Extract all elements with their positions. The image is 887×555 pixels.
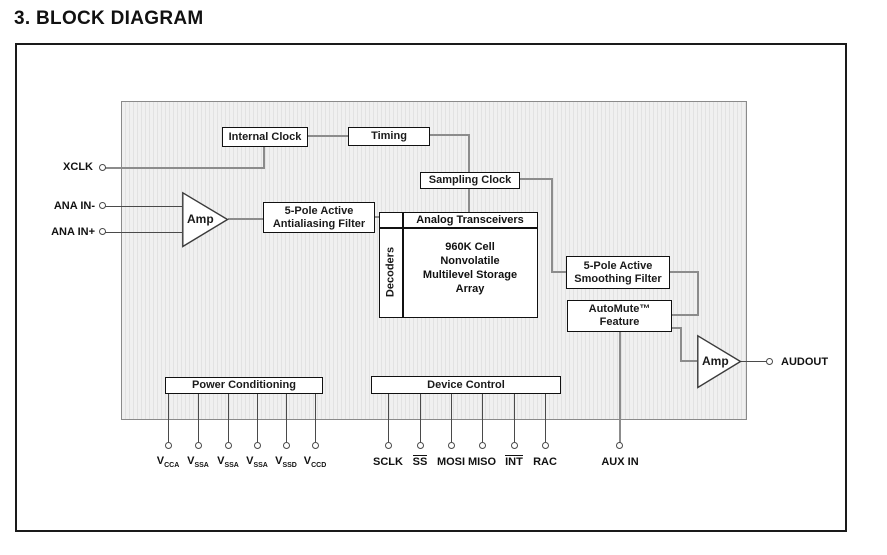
internal-clock-block [222, 127, 308, 147]
wire-internalclock-timing [308, 135, 348, 137]
device-control-block [371, 376, 561, 394]
wire-pin-vssa1 [198, 394, 199, 442]
smoothing-filter-line1: 5-Pole Active [583, 259, 653, 272]
wire-pin-rac [545, 394, 546, 442]
vssa2-terminal [225, 442, 232, 449]
wire-samplingclock-smoothing-v [551, 178, 553, 273]
decoders-label: Decoders [384, 246, 397, 298]
device-control-label: Device Control [427, 378, 505, 391]
wire-pin-vssa3 [257, 394, 258, 442]
internal-clock-label: Internal Clock [228, 130, 302, 143]
storage-block-horizontal-divider [379, 227, 538, 229]
xclk-label: XCLK [63, 161, 93, 173]
power-conditioning-block [165, 377, 323, 394]
ana-in-minus-label: ANA IN- [53, 200, 95, 212]
storage-array-line3: Multilevel Storage [422, 269, 518, 281]
input-amp-label: Amp [187, 212, 214, 226]
wire-pin-int [514, 394, 515, 442]
vccd-terminal [312, 442, 319, 449]
analog-transceivers-label: Analog Transceivers [416, 214, 524, 226]
wire-timing-samplingclock-h [430, 134, 470, 136]
miso-terminal [479, 442, 486, 449]
output-amp-label: Amp [702, 354, 729, 368]
storage-array-label [404, 240, 536, 296]
xclk-terminal [99, 164, 106, 171]
antialiasing-filter-line1: 5-Pole Active [284, 204, 354, 217]
storage-array-line2: Nonvolatile [440, 255, 500, 267]
wire-pin-vccd [315, 394, 316, 442]
wire-smoothing-automute-h [672, 314, 699, 316]
mosi-terminal [448, 442, 455, 449]
sclk-terminal [385, 442, 392, 449]
vssa1-terminal [195, 442, 202, 449]
vssd-terminal [283, 442, 290, 449]
timing-block [348, 127, 430, 146]
page-title: 3. BLOCK DIAGRAM [14, 8, 204, 29]
vssa3-label: $V_{SSA}$ [246, 455, 268, 470]
vcca-terminal [165, 442, 172, 449]
audout-terminal [766, 358, 773, 365]
rac-label: RAC [533, 456, 557, 468]
vcca-label: $V_{CCA}$ [156, 455, 180, 470]
wire-smoothing-automute-v [697, 271, 699, 316]
vssd-label: $V_{SSD}$ [275, 455, 297, 470]
wire-amp2-audout [740, 361, 767, 362]
wire-ana-in-plus [105, 232, 182, 233]
wire-xclk-vertical [263, 147, 265, 169]
mosi-label: MOSI [436, 456, 466, 468]
storage-array-line1: 960K Cell [445, 241, 495, 253]
miso-label: MISO [467, 456, 497, 468]
wire-auxin-vertical [619, 332, 621, 443]
ana-in-minus-terminal [99, 202, 106, 209]
automute-block [567, 300, 672, 332]
sclk-label: SCLK [373, 456, 403, 468]
sampling-clock-block [420, 172, 520, 189]
wire-xclk-horizontal [104, 167, 265, 169]
vssa1-label: $V_{SSA}$ [187, 455, 209, 470]
aux-in-label: AUX IN [601, 456, 639, 468]
ana-in-plus-terminal [99, 228, 106, 235]
timing-label: Timing [371, 130, 407, 142]
wire-pin-sclk [388, 394, 389, 442]
storage-array-line4: Array [455, 283, 485, 295]
ss-terminal [417, 442, 424, 449]
wire-samplingclock-smoothing-h2 [551, 271, 566, 273]
vccd-label: $V_{CCD}$ [303, 455, 327, 470]
wire-pin-ss [420, 394, 421, 442]
sampling-clock-label: Sampling Clock [428, 174, 512, 186]
wire-pin-vssd [286, 394, 287, 442]
wire-amp1-filter [228, 218, 263, 220]
antialiasing-filter-block [263, 202, 375, 233]
audout-label: AUDOUT [781, 356, 829, 368]
wire-pin-miso [482, 394, 483, 442]
antialiasing-filter-line2: Antialiasing Filter [272, 217, 366, 230]
automute-line1: AutoMute™ [588, 303, 651, 315]
wire-automute-amp-v [680, 327, 682, 362]
ss-label: SS [412, 456, 428, 468]
wire-samplingclock-transceivers [468, 188, 470, 212]
ana-in-plus-label: ANA IN+ [51, 226, 95, 238]
wire-ana-in-minus [105, 206, 182, 207]
wire-samplingclock-smoothing-h1 [520, 178, 553, 180]
smoothing-filter-block [566, 256, 670, 289]
wire-timing-samplingclock-v [468, 134, 470, 172]
smoothing-filter-line2: Smoothing Filter [574, 272, 662, 285]
power-conditioning-label: Power Conditioning [192, 379, 296, 391]
wire-automute-amp-h2 [680, 360, 697, 362]
wire-pin-vssa2 [228, 394, 229, 442]
vssa3-terminal [254, 442, 261, 449]
wire-pin-mosi [451, 394, 452, 442]
wire-smoothing-out-h [670, 271, 699, 273]
automute-line2: Feature [599, 316, 640, 328]
wire-pin-vcca [168, 394, 169, 442]
aux-in-terminal [616, 442, 623, 449]
rac-terminal [542, 442, 549, 449]
int-terminal [511, 442, 518, 449]
int-label: INT [505, 456, 523, 468]
vssa2-label: $V_{SSA}$ [217, 455, 239, 470]
